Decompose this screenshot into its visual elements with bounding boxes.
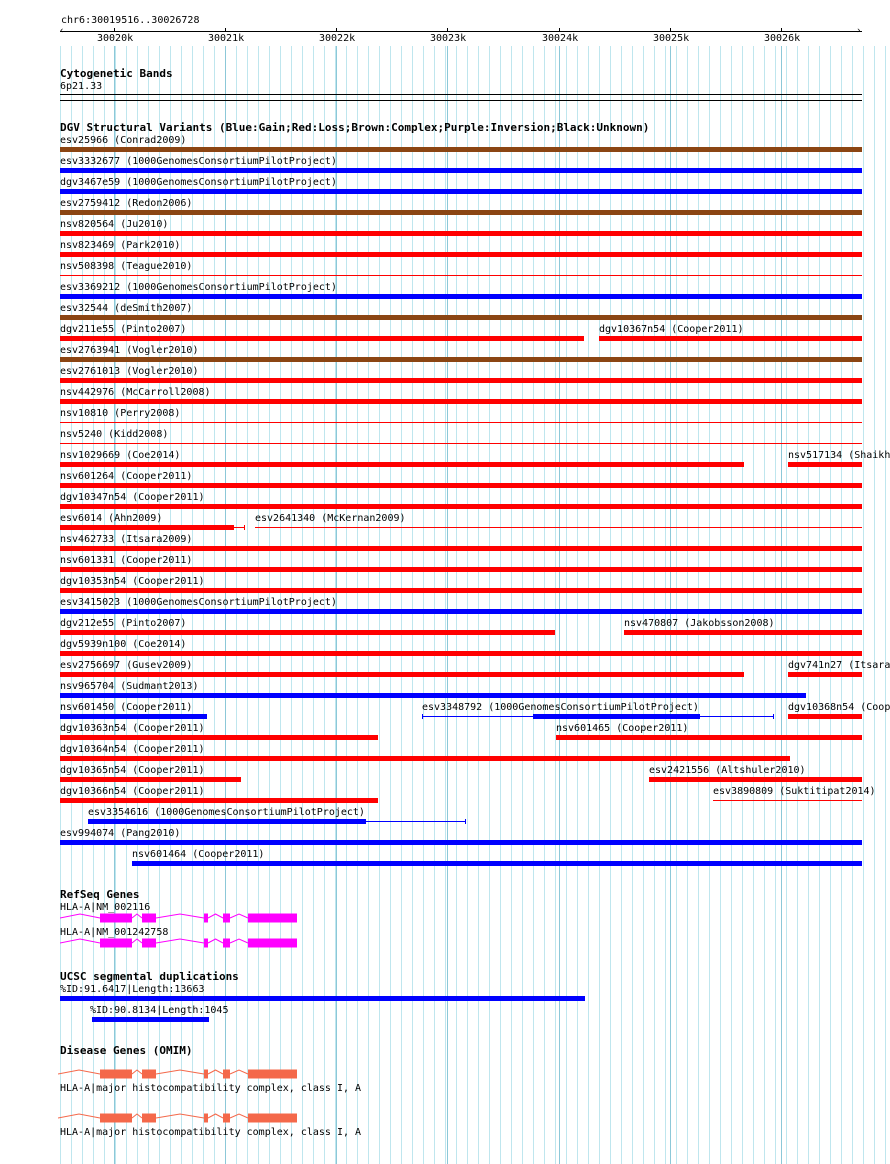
- sv-bar[interactable]: [60, 546, 862, 551]
- sv-bar[interactable]: [60, 840, 862, 845]
- ruler-tick-mark: [447, 28, 448, 32]
- sv-end-tick: [244, 525, 245, 530]
- sv-bar[interactable]: [60, 630, 555, 635]
- segdup-title: UCSC segmental duplications: [60, 970, 239, 983]
- sv-label: nsv508398 (Teague2010): [60, 261, 193, 272]
- sv-bar[interactable]: [132, 861, 862, 866]
- sv-bar[interactable]: [60, 399, 862, 404]
- sv-label: nsv601465 (Cooper2011): [556, 723, 689, 734]
- ruler-tick-mark: [559, 28, 560, 32]
- segdup-bar[interactable]: [92, 1017, 209, 1022]
- sv-label: dgv5939n100 (Coe2014): [60, 639, 187, 650]
- sv-bar[interactable]: [60, 189, 862, 194]
- ruler-tick-label: 30026k: [764, 33, 801, 44]
- sv-label: dgv10365n54 (Cooper2011): [60, 765, 205, 776]
- sv-label: dgv3467e59 (1000GenomesConsortiumPilotProject): [60, 177, 337, 188]
- sv-label: nsv601264 (Cooper2011): [60, 471, 193, 482]
- exon-box: [204, 939, 208, 948]
- intron-line: [132, 914, 142, 918]
- sv-end-tick: [773, 714, 774, 719]
- sv-label: nsv601331 (Cooper2011): [60, 555, 193, 566]
- sv-label: esv2761013 (Vogler2010): [60, 366, 199, 377]
- sv-label: nsv517134 (Shaikh: [788, 450, 890, 461]
- exon-box: [142, 939, 156, 948]
- sv-label: esv2421556 (Altshuler2010): [649, 765, 806, 776]
- ruler-tick-label: 30020k: [97, 33, 134, 44]
- sv-label: esv994074 (Pang2010): [60, 828, 181, 839]
- sv-bar[interactable]: [60, 378, 862, 383]
- sv-bar[interactable]: [60, 357, 862, 362]
- sv-label: esv2641340 (McKernan2009): [255, 513, 406, 524]
- sv-label: esv6014 (Ahn2009): [60, 513, 163, 524]
- ruler[interactable]: [0, 26, 890, 46]
- sv-bar[interactable]: [60, 483, 862, 488]
- sv-label: esv2759412 (Redon2006): [60, 198, 193, 209]
- ruler-tick-label: 30023k: [430, 33, 467, 44]
- gene-glyph[interactable]: [60, 912, 300, 924]
- segdup-label[interactable]: %ID:90.8134|Length:1045: [90, 1005, 229, 1016]
- sv-bar[interactable]: [60, 609, 862, 614]
- exon-box: [223, 939, 230, 948]
- sv-bar[interactable]: [60, 462, 744, 467]
- intron-line: [58, 1070, 100, 1074]
- sv-bar[interactable]: [60, 525, 234, 530]
- intron-line: [208, 939, 223, 943]
- sv-label: dgv10368n54 (Coop: [788, 702, 890, 713]
- sv-label: nsv965704 (Sudmant2013): [60, 681, 199, 692]
- exon-box: [248, 1114, 297, 1123]
- intron-line: [230, 1114, 248, 1118]
- sv-end-tick: [422, 714, 423, 719]
- sv-bar[interactable]: [60, 567, 862, 572]
- sv-extent-line[interactable]: [713, 800, 862, 801]
- gene-glyph[interactable]: [60, 937, 300, 949]
- segdup-label[interactable]: %ID:91.6417|Length:13663: [60, 984, 205, 995]
- sv-bar[interactable]: [60, 777, 241, 782]
- sv-label: esv2756697 (Gusev2009): [60, 660, 193, 671]
- sv-label: dgv212e55 (Pinto2007): [60, 618, 187, 629]
- sv-bar[interactable]: [60, 315, 862, 320]
- sv-bar[interactable]: [556, 735, 862, 740]
- sv-label: dgv211e55 (Pinto2007): [60, 324, 187, 335]
- sv-bar[interactable]: [60, 756, 790, 761]
- sv-label: esv3354616 (1000GenomesConsortiumPilotProject): [88, 807, 365, 818]
- intron-line: [230, 1070, 248, 1074]
- sv-label: esv2763941 (Vogler2010): [60, 345, 199, 356]
- intron-line: [230, 939, 248, 943]
- intron-line: [156, 914, 204, 918]
- sv-label: dgv10347n54 (Cooper2011): [60, 492, 205, 503]
- sv-label: nsv820564 (Ju2010): [60, 219, 169, 230]
- intron-line: [132, 1070, 142, 1074]
- sv-label: esv3348792 (1000GenomesConsortiumPilotProject): [422, 702, 699, 713]
- cytoband-band: [60, 94, 862, 95]
- sv-bar[interactable]: [624, 630, 862, 635]
- coordinate-readout: chr6:30019516..30026728: [61, 15, 200, 26]
- sv-bar[interactable]: [60, 798, 378, 803]
- ruler-tick-label: 30025k: [653, 33, 690, 44]
- exon-box: [223, 914, 230, 923]
- sv-extent-line[interactable]: [60, 275, 862, 276]
- sv-label: dgv10367n54 (Cooper2011): [599, 324, 744, 335]
- sv-label: nsv442976 (McCarroll2008): [60, 387, 211, 398]
- exon-box: [223, 1114, 230, 1123]
- ruler-left-arrow-icon: ‹: [59, 26, 65, 36]
- sv-bar[interactable]: [88, 819, 366, 824]
- cytoband-divider: [60, 100, 862, 101]
- exon-box: [248, 939, 297, 948]
- cytoband-label[interactable]: 6p21.33: [60, 81, 103, 92]
- exon-box: [142, 1070, 156, 1079]
- sv-extent-line[interactable]: [234, 527, 244, 528]
- sv-extent-line[interactable]: [255, 527, 862, 528]
- ruler-tick-label: 30021k: [208, 33, 245, 44]
- sv-label: esv3890809 (Suktitipat2014): [713, 786, 876, 797]
- gene-label: HLA-A|NM_001242758: [60, 927, 169, 938]
- sv-end-tick: [465, 819, 466, 824]
- intron-line: [60, 914, 100, 918]
- ruler-tick-label: 30022k: [319, 33, 356, 44]
- ruler-tick-mark: [114, 28, 115, 32]
- sv-label: esv3332677 (1000GenomesConsortiumPilotProject): [60, 156, 337, 167]
- sv-label: esv3369212 (1000GenomesConsortiumPilotProject): [60, 282, 337, 293]
- exon-box: [204, 1070, 208, 1079]
- exon-box: [142, 1114, 156, 1123]
- exon-box: [204, 1114, 208, 1123]
- refseq-title: RefSeq Genes: [60, 888, 140, 901]
- omim-label: HLA-A|major histocompatibility complex, class I, A: [60, 1127, 362, 1138]
- exon-box: [142, 914, 156, 923]
- intron-line: [156, 939, 204, 943]
- sv-label: esv3415023 (1000GenomesConsortiumPilotProject): [60, 597, 337, 608]
- sv-bar[interactable]: [60, 147, 862, 152]
- sv-extent-line[interactable]: [60, 443, 862, 444]
- omim-title: Disease Genes (OMIM): [60, 1044, 193, 1057]
- exon-box: [100, 939, 132, 948]
- sv-bar[interactable]: [60, 693, 806, 698]
- intron-line: [208, 1070, 223, 1074]
- sv-label: nsv823469 (Park2010): [60, 240, 181, 251]
- exon-box: [100, 1114, 132, 1123]
- intron-line: [60, 939, 100, 943]
- sv-label: dgv10364n54 (Cooper2011): [60, 744, 205, 755]
- sv-bar[interactable]: [60, 336, 584, 341]
- dgv-title: DGV Structural Variants (Blue:Gain;Red:Loss;Brown:Complex;Purple:Inversion;Black:Unknown): [60, 121, 650, 134]
- sv-label: nsv470807 (Jakobsson2008): [624, 618, 775, 629]
- segdup-bar[interactable]: [60, 996, 585, 1001]
- intron-line: [132, 939, 142, 943]
- exon-box: [248, 1070, 297, 1079]
- sv-label: nsv10810 (Perry2008): [60, 408, 181, 419]
- exon-box: [100, 914, 132, 923]
- sv-bar[interactable]: [788, 714, 862, 719]
- sv-bar[interactable]: [599, 336, 862, 341]
- sv-label: dgv741n27 (Itsara: [788, 660, 890, 671]
- omim-gene-glyph[interactable]: [58, 1112, 300, 1124]
- sv-label: esv25966 (Conrad2009): [60, 135, 187, 146]
- sv-bar[interactable]: [788, 672, 862, 677]
- sv-bar[interactable]: [60, 294, 862, 299]
- sv-label: esv32544 (deSmith2007): [60, 303, 193, 314]
- sv-bar[interactable]: [533, 714, 700, 719]
- sv-bar[interactable]: [60, 735, 378, 740]
- intron-line: [208, 914, 223, 918]
- intron-line: [208, 1114, 223, 1118]
- sv-label: nsv462733 (Itsara2009): [60, 534, 193, 545]
- cytoband-title: Cytogenetic Bands: [60, 67, 173, 80]
- ruler-tick-mark: [225, 28, 226, 32]
- gene-label: HLA-A|NM_002116: [60, 902, 151, 913]
- sv-bar[interactable]: [60, 210, 862, 215]
- ruler-right-arrow-icon: ›: [856, 26, 862, 36]
- sv-bar[interactable]: [60, 252, 862, 257]
- sv-bar[interactable]: [60, 168, 862, 173]
- exon-box: [100, 1070, 132, 1079]
- sv-bar[interactable]: [788, 462, 862, 467]
- omim-gene-glyph[interactable]: [58, 1068, 300, 1080]
- sv-label: dgv10366n54 (Cooper2011): [60, 786, 205, 797]
- intron-line: [132, 1114, 142, 1118]
- sv-label: dgv10353n54 (Cooper2011): [60, 576, 205, 587]
- sv-label: nsv1029669 (Coe2014): [60, 450, 181, 461]
- intron-line: [156, 1114, 204, 1118]
- sv-bar[interactable]: [60, 672, 744, 677]
- ruler-tick-mark: [336, 28, 337, 32]
- sv-label: nsv601464 (Cooper2011): [132, 849, 265, 860]
- sv-label: nsv5240 (Kidd2008): [60, 429, 169, 440]
- sv-extent-line[interactable]: [60, 422, 862, 423]
- ruler-tick-label: 30024k: [542, 33, 579, 44]
- sv-label: dgv10363n54 (Cooper2011): [60, 723, 205, 734]
- sv-bar[interactable]: [60, 651, 862, 656]
- sv-bar[interactable]: [60, 588, 862, 593]
- sv-label: nsv601450 (Cooper2011): [60, 702, 193, 713]
- exon-box: [204, 914, 208, 923]
- sv-bar[interactable]: [60, 504, 862, 509]
- sv-bar[interactable]: [60, 231, 862, 236]
- intron-line: [156, 1070, 204, 1074]
- sv-bar[interactable]: [60, 714, 207, 719]
- ruler-tick-mark: [781, 28, 782, 32]
- omim-label: HLA-A|major histocompatibility complex, class I, A: [60, 1083, 362, 1094]
- exon-box: [248, 914, 297, 923]
- intron-line: [230, 914, 248, 918]
- sv-bar[interactable]: [649, 777, 862, 782]
- ruler-tick-mark: [670, 28, 671, 32]
- intron-line: [58, 1114, 100, 1118]
- exon-box: [223, 1070, 230, 1079]
